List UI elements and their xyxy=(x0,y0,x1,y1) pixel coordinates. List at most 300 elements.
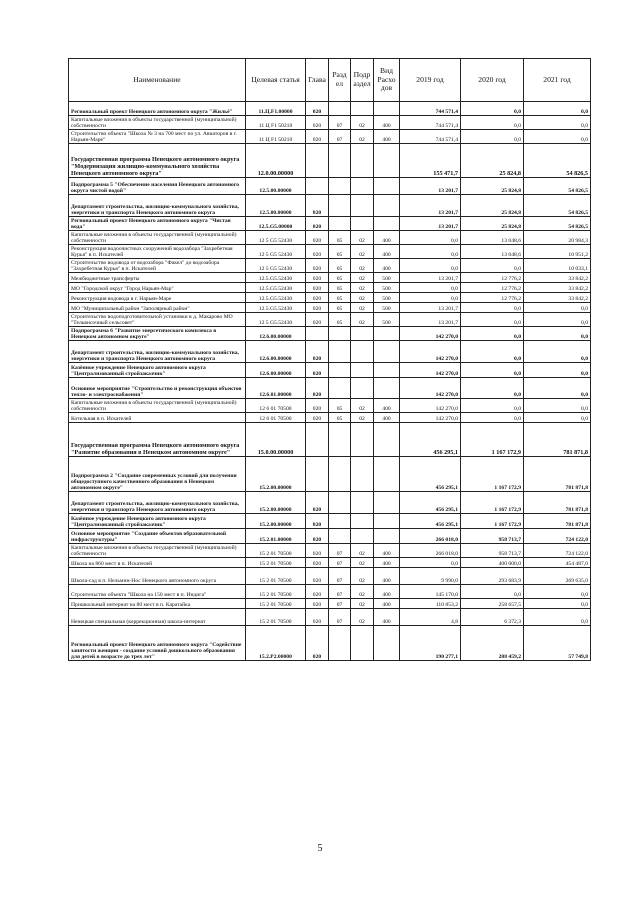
row-target-article: 15 2 01 70500 xyxy=(246,558,306,568)
row-value-2021: 33 842,2 xyxy=(524,293,591,303)
row-target-article: 15 2 01 70500 xyxy=(246,599,306,609)
row-section: 05 xyxy=(329,399,351,413)
row-subsection: 02 xyxy=(351,231,374,245)
row-value-2020: 0,0 xyxy=(461,116,524,130)
row-target-article: 15.2.00.00000 xyxy=(246,514,306,529)
row-section: 07 xyxy=(329,609,351,626)
row-target-article: 12.6.01.00000 xyxy=(246,378,306,399)
table-row xyxy=(69,283,591,293)
table-row xyxy=(69,217,591,231)
row-subsection xyxy=(351,626,374,661)
header-chapter: Глава xyxy=(306,59,329,102)
row-value-2021: 0,0 xyxy=(524,313,591,327)
row-section: 05 xyxy=(329,313,351,327)
row-chapter: 020 xyxy=(306,558,329,568)
row-target-article: 15.2.00.00000 xyxy=(246,457,306,492)
row-subsection xyxy=(351,492,374,514)
row-expense-type: 400 xyxy=(374,245,400,259)
row-value-2019: 142 270,0 xyxy=(400,399,461,413)
row-subsection: 02 xyxy=(351,283,374,293)
row-value-2019: 110 853,2 xyxy=(400,599,461,609)
row-value-2020: 0,0 xyxy=(461,130,524,144)
row-value-2020: 0,0 xyxy=(461,585,524,599)
row-expense-type xyxy=(374,423,400,457)
row-chapter: 020 xyxy=(306,514,329,529)
row-value-2021: 33 842,2 xyxy=(524,273,591,283)
table-row xyxy=(69,544,591,558)
row-name: Региональный проект Ненецкого автономного округа "Чистая вода" xyxy=(69,217,246,231)
row-value-2021: 0,0 xyxy=(524,327,591,341)
row-value-2021: 0,0 xyxy=(524,585,591,599)
row-subsection xyxy=(351,423,374,457)
row-chapter: 020 xyxy=(306,492,329,514)
table-row xyxy=(69,178,591,195)
row-chapter: 020 xyxy=(306,283,329,293)
row-chapter xyxy=(306,144,329,178)
row-expense-type xyxy=(374,327,400,341)
header-section: Разд ел xyxy=(329,59,351,102)
row-section xyxy=(329,363,351,378)
row-expense-type xyxy=(374,144,400,178)
row-value-2021: 269 635,0 xyxy=(524,568,591,585)
row-name: Капитальные вложения в объекты государственной (муниципальной) собственности xyxy=(69,231,246,245)
row-chapter: 020 xyxy=(306,259,329,273)
row-value-2021: 10 033,1 xyxy=(524,259,591,273)
row-value-2019: 0,0 xyxy=(400,283,461,293)
row-section: 07 xyxy=(329,116,351,130)
row-value-2019: 142 270,0 xyxy=(400,327,461,341)
row-value-2019: 266 018,0 xyxy=(400,544,461,558)
row-value-2020: 0,0 xyxy=(461,327,524,341)
table-row xyxy=(69,363,591,378)
row-name: МО "Городской округ "Город Нарьян-Мар" xyxy=(69,283,246,293)
row-section: 05 xyxy=(329,245,351,259)
row-name: Департамент строительства, жилищно-коммунального хозяйства, энергетики и транспорта Ненецкого автономного округа xyxy=(69,195,246,217)
row-name: Департамент строительства, жилищно-коммунального хозяйства, энергетики и транспорта Ненецкого автономного округа xyxy=(69,492,246,514)
row-value-2019: 142 270,0 xyxy=(400,341,461,363)
table-row xyxy=(69,558,591,568)
row-subsection xyxy=(351,144,374,178)
row-name: Региональный проект Ненецкого автономного округа "Жильё" xyxy=(69,102,246,116)
header-year-2019: 2019 год xyxy=(400,59,461,102)
row-name: Строительство объекта "Школа на 150 мест в п. Индига" xyxy=(69,585,246,599)
row-value-2021: 0,0 xyxy=(524,413,591,423)
row-value-2021: 0,0 xyxy=(524,599,591,609)
row-target-article: 12 5 G5 52430 xyxy=(246,231,306,245)
row-value-2019: 0,0 xyxy=(400,259,461,273)
row-section xyxy=(329,178,351,195)
row-name: Школа на 860 мест в п. Искателей xyxy=(69,558,246,568)
table-row xyxy=(69,116,591,130)
row-chapter: 020 xyxy=(306,413,329,423)
row-chapter: 020 xyxy=(306,609,329,626)
row-target-article: 12.6.00.00000 xyxy=(246,341,306,363)
row-section: 05 xyxy=(329,259,351,273)
row-chapter: 020 xyxy=(306,585,329,599)
row-value-2021: 781 871,8 xyxy=(524,457,591,492)
row-chapter: 020 xyxy=(306,303,329,313)
row-target-article: 15.2.01.00000 xyxy=(246,529,306,544)
budget-sheet xyxy=(68,58,590,661)
row-name: Подпрограмма 5 "Обеспечение населения Ненецкого автономного округа чистой водой" xyxy=(69,178,246,195)
row-value-2019: 456 295,1 xyxy=(400,457,461,492)
table-row xyxy=(69,609,591,626)
row-value-2020: 0,0 xyxy=(461,341,524,363)
row-expense-type xyxy=(374,514,400,529)
row-target-article: 15.2.00.00000 xyxy=(246,492,306,514)
row-target-article: 12.5.G5.52430 xyxy=(246,293,306,303)
row-target-article: 12.0.00.00000 xyxy=(246,144,306,178)
row-section: 05 xyxy=(329,303,351,313)
row-value-2021: 781 871,8 xyxy=(524,492,591,514)
row-expense-type xyxy=(374,626,400,661)
row-value-2020: 958 713,7 xyxy=(461,544,524,558)
row-expense-type: 400 xyxy=(374,259,400,273)
table-row xyxy=(69,413,591,423)
row-target-article: 12 6 01 70500 xyxy=(246,399,306,413)
row-value-2021: 10 951,2 xyxy=(524,245,591,259)
row-value-2020: 0,0 xyxy=(461,303,524,313)
row-section: 05 xyxy=(329,231,351,245)
row-expense-type: 400 xyxy=(374,544,400,558)
row-expense-type: 400 xyxy=(374,231,400,245)
row-value-2020: 12 776,2 xyxy=(461,283,524,293)
row-value-2021: 781 871,8 xyxy=(524,423,591,457)
row-value-2021: 54 826,5 xyxy=(524,178,591,195)
row-section: 05 xyxy=(329,413,351,423)
row-name: Капитальные вложения в объекты государственной (муниципальной) собственности xyxy=(69,399,246,413)
table-row xyxy=(69,195,591,217)
row-section xyxy=(329,327,351,341)
header-year-2020: 2020 год xyxy=(461,59,524,102)
row-expense-type: 400 xyxy=(374,599,400,609)
row-value-2021: 724 122,0 xyxy=(524,544,591,558)
row-value-2021: 0,0 xyxy=(524,609,591,626)
row-expense-type: 400 xyxy=(374,116,400,130)
row-target-article: 15 2 01 70500 xyxy=(246,609,306,626)
row-name: Межбюджетные трансферты xyxy=(69,273,246,283)
row-chapter: 020 xyxy=(306,399,329,413)
row-chapter: 020 xyxy=(306,231,329,245)
row-expense-type: 500 xyxy=(374,293,400,303)
row-name: Государственная программа Ненецкого автономного округа "Модернизация жилищно-коммунального хозяйства Ненецкого автономного округа" xyxy=(69,144,246,178)
row-subsection: 02 xyxy=(351,413,374,423)
row-chapter: 020 xyxy=(306,195,329,217)
row-chapter: 020 xyxy=(306,568,329,585)
row-section xyxy=(329,492,351,514)
row-target-article: 12 5 G5.52430 xyxy=(246,313,306,327)
table-row xyxy=(69,293,591,303)
row-name: Капитальные вложения в объекты государственной (муниципальной) собственности xyxy=(69,116,246,130)
row-name: МО "Муниципальный район "Заполярный район" xyxy=(69,303,246,313)
row-target-article: 12.6.00.00000 xyxy=(246,363,306,378)
row-subsection: 02 xyxy=(351,609,374,626)
row-section xyxy=(329,102,351,116)
row-section: 05 xyxy=(329,273,351,283)
table-row xyxy=(69,341,591,363)
table-header-row xyxy=(69,59,591,102)
row-value-2019: 0,0 xyxy=(400,231,461,245)
row-subsection xyxy=(351,514,374,529)
row-name: Подпрограмма 6 "Развитие энергетического комплекса в Ненецком автономном округе" xyxy=(69,327,246,341)
row-section xyxy=(329,144,351,178)
row-expense-type xyxy=(374,529,400,544)
row-target-article: 12 5 G5 52430 xyxy=(246,259,306,273)
row-chapter xyxy=(306,327,329,341)
row-value-2021: 57 749,8 xyxy=(524,626,591,661)
row-value-2021: 724 122,0 xyxy=(524,529,591,544)
row-value-2019: 155 471,7 xyxy=(400,144,461,178)
row-chapter: 020 xyxy=(306,378,329,399)
row-section xyxy=(329,341,351,363)
row-chapter: 020 xyxy=(306,626,329,661)
row-section xyxy=(329,423,351,457)
row-target-article: 12.5.G5.00000 xyxy=(246,217,306,231)
row-target-article: 12.5.00.00000 xyxy=(246,178,306,195)
row-name: Основное мероприятие "Строительство и реконструкция объектов тепло- и электроснабжения" xyxy=(69,378,246,399)
row-subsection: 02 xyxy=(351,558,374,568)
row-section xyxy=(329,457,351,492)
row-value-2021: 0,0 xyxy=(524,363,591,378)
row-value-2021: 0,0 xyxy=(524,116,591,130)
row-expense-type: 500 xyxy=(374,303,400,313)
row-value-2021: 781 871,8 xyxy=(524,514,591,529)
row-value-2020: 0,0 xyxy=(461,313,524,327)
row-name: Региональный проект Ненецкого автономного округа "Содействие занятости женщин - создание условий дошкольного образования для детей в возрасте до трех лет" xyxy=(69,626,246,661)
row-subsection: 02 xyxy=(351,303,374,313)
row-subsection xyxy=(351,363,374,378)
table-row xyxy=(69,245,591,259)
row-name: Казённое учреждение Ненецкого автономного округа "Централизованный стройзаказчик" xyxy=(69,363,246,378)
row-value-2019: 190 277,1 xyxy=(400,626,461,661)
row-subsection: 02 xyxy=(351,313,374,327)
header-name: Наименование xyxy=(69,59,246,102)
row-name: Котельная в п. Искателей xyxy=(69,413,246,423)
row-subsection: 02 xyxy=(351,568,374,585)
row-value-2021: 54 826,5 xyxy=(524,195,591,217)
row-subsection xyxy=(351,378,374,399)
row-value-2020: 1 167 172,9 xyxy=(461,457,524,492)
row-value-2020: 0,0 xyxy=(461,413,524,423)
row-value-2019: 142 270,0 xyxy=(400,378,461,399)
table-row xyxy=(69,599,591,609)
row-target-article: 11 Ц F1 50210 xyxy=(246,116,306,130)
row-value-2020: 0,0 xyxy=(461,399,524,413)
row-subsection xyxy=(351,102,374,116)
row-chapter: 020 xyxy=(306,293,329,303)
row-target-article: 12.5.00.00000 xyxy=(246,195,306,217)
row-value-2021: 33 842,2 xyxy=(524,283,591,293)
row-expense-type: 500 xyxy=(374,283,400,293)
row-section: 07 xyxy=(329,558,351,568)
row-expense-type xyxy=(374,341,400,363)
row-expense-type: 400 xyxy=(374,130,400,144)
row-chapter: 020 xyxy=(306,529,329,544)
table-row xyxy=(69,529,591,544)
row-target-article: 15 2 01 70500 xyxy=(246,585,306,599)
row-value-2020: 0,0 xyxy=(461,378,524,399)
row-value-2019: 13 201,7 xyxy=(400,313,461,327)
row-chapter: 020 xyxy=(306,313,329,327)
row-value-2020: 0,0 xyxy=(461,259,524,273)
row-chapter: 020 xyxy=(306,217,329,231)
row-expense-type xyxy=(374,457,400,492)
row-value-2021: 20 984,3 xyxy=(524,231,591,245)
row-expense-type: 500 xyxy=(374,313,400,327)
row-value-2020: 13 048,6 xyxy=(461,245,524,259)
table-row xyxy=(69,626,591,661)
row-name: Казённое учреждение Ненецкого автономного округа "Централизованный стройзаказчик" xyxy=(69,514,246,529)
row-chapter xyxy=(306,423,329,457)
row-value-2020: 1 167 172,9 xyxy=(461,492,524,514)
table-row xyxy=(69,568,591,585)
row-subsection: 02 xyxy=(351,259,374,273)
row-target-article: 12.6.00.00000 xyxy=(246,327,306,341)
row-value-2019: 145 170,0 xyxy=(400,585,461,599)
row-section: 05 xyxy=(329,293,351,303)
row-expense-type: 400 xyxy=(374,399,400,413)
row-expense-type xyxy=(374,195,400,217)
table-row xyxy=(69,130,591,144)
row-section xyxy=(329,514,351,529)
table-row xyxy=(69,259,591,273)
row-section: 07 xyxy=(329,130,351,144)
row-value-2019: 142 270,0 xyxy=(400,363,461,378)
table-row xyxy=(69,457,591,492)
row-chapter: 020 xyxy=(306,363,329,378)
row-value-2019: 142 270,0 xyxy=(400,413,461,423)
row-subsection xyxy=(351,457,374,492)
row-chapter: 020 xyxy=(306,273,329,283)
table-row xyxy=(69,492,591,514)
row-name: Ненецкая специальная (коррекционная) школа-интернат xyxy=(69,609,246,626)
row-subsection xyxy=(351,195,374,217)
row-subsection xyxy=(351,327,374,341)
row-value-2020: 25 824,8 xyxy=(461,178,524,195)
row-value-2021: 0,0 xyxy=(524,303,591,313)
row-section: 05 xyxy=(329,283,351,293)
row-subsection: 02 xyxy=(351,273,374,283)
row-value-2019: 266 018,0 xyxy=(400,529,461,544)
row-value-2020: 13 048,6 xyxy=(461,231,524,245)
row-section xyxy=(329,529,351,544)
table-row xyxy=(69,514,591,529)
row-name: Школа-сад в п. Нельмин-Нос Ненецкого автономного округа xyxy=(69,568,246,585)
row-target-article: 12 6 01 70500 xyxy=(246,413,306,423)
budget-table xyxy=(68,58,591,661)
row-value-2021: 54 826,5 xyxy=(524,217,591,231)
row-subsection xyxy=(351,178,374,195)
row-expense-type: 400 xyxy=(374,609,400,626)
row-value-2019: 13 201,7 xyxy=(400,217,461,231)
row-value-2020: 25 824,8 xyxy=(461,217,524,231)
header-year-2021: 2021 год xyxy=(524,59,591,102)
row-value-2020: 1 167 172,9 xyxy=(461,514,524,529)
row-subsection: 02 xyxy=(351,399,374,413)
row-expense-type: 400 xyxy=(374,413,400,423)
row-value-2019: 13 201,7 xyxy=(400,195,461,217)
header-target-article: Целевая статья xyxy=(246,59,306,102)
row-subsection xyxy=(351,341,374,363)
row-value-2019: 744 571,4 xyxy=(400,102,461,116)
row-value-2019: 9 990,0 xyxy=(400,568,461,585)
row-value-2019: 456 295,1 xyxy=(400,423,461,457)
row-expense-type: 400 xyxy=(374,568,400,585)
row-section: 07 xyxy=(329,568,351,585)
row-name: Строительство водоподготовительной установки в д. Макарово МО "Тельвисочный сельсовет" xyxy=(69,313,246,327)
row-target-article: 15 2 01 70500 xyxy=(246,544,306,558)
row-value-2020: 6 372,3 xyxy=(461,609,524,626)
row-section: 07 xyxy=(329,544,351,558)
row-value-2020: 293 683,9 xyxy=(461,568,524,585)
row-chapter: 020 xyxy=(306,130,329,144)
row-value-2020: 25 824,8 xyxy=(461,195,524,217)
row-subsection: 02 xyxy=(351,245,374,259)
row-name: Строительство объекта "Школа № 3 на 700 мест по ул. Авиаторов в г. Нарьян-Маре" xyxy=(69,130,246,144)
row-expense-type xyxy=(374,178,400,195)
row-subsection xyxy=(351,217,374,231)
row-target-article: 12 5 G5 52430 xyxy=(246,245,306,259)
row-subsection: 02 xyxy=(351,293,374,303)
row-expense-type: 400 xyxy=(374,585,400,599)
row-name: Подпрограмма 2 "Создание современных условий для получения общедоступного качественного образования в Ненецком автономном округе" xyxy=(69,457,246,492)
row-section xyxy=(329,195,351,217)
row-chapter xyxy=(306,178,329,195)
table-row xyxy=(69,231,591,245)
row-subsection: 02 xyxy=(351,544,374,558)
row-chapter xyxy=(306,457,329,492)
row-name: Строительство водовода от водозабора "Факел" до водозабора "Захребетная Курья" в п. Искателей xyxy=(69,259,246,273)
row-target-article: 12.5.G5.52430 xyxy=(246,273,306,283)
row-subsection: 02 xyxy=(351,599,374,609)
table-row xyxy=(69,303,591,313)
row-target-article: 11.Ц.F1.00000 xyxy=(246,102,306,116)
row-section: 07 xyxy=(329,585,351,599)
row-subsection xyxy=(351,529,374,544)
row-name: Департамент строительства, жилищно-коммунального хозяйства, энергетики и транспорта Ненецкого автономного округа xyxy=(69,341,246,363)
table-row xyxy=(69,399,591,413)
row-subsection: 02 xyxy=(351,116,374,130)
row-name: Реконструкция водовода в г. Нарьян-Маре xyxy=(69,293,246,303)
row-value-2021: 0,0 xyxy=(524,399,591,413)
table-row xyxy=(69,313,591,327)
row-value-2019: 13 201,7 xyxy=(400,178,461,195)
table-row xyxy=(69,585,591,599)
row-value-2021: 454 487,0 xyxy=(524,558,591,568)
row-section xyxy=(329,217,351,231)
row-value-2019: 0,0 xyxy=(400,293,461,303)
row-value-2020: 1 167 172,9 xyxy=(461,423,524,457)
row-value-2019: 744 571,4 xyxy=(400,130,461,144)
row-subsection: 02 xyxy=(351,130,374,144)
table-row xyxy=(69,144,591,178)
row-value-2021: 0,0 xyxy=(524,102,591,116)
row-target-article: 15.0.00.00000 xyxy=(246,423,306,457)
row-name: Пришкольный интернат на 80 мест в п. Каратайка xyxy=(69,599,246,609)
table-row xyxy=(69,327,591,341)
row-section xyxy=(329,626,351,661)
row-value-2019: 13 201,7 xyxy=(400,303,461,313)
row-value-2021: 0,0 xyxy=(524,378,591,399)
table-row xyxy=(69,102,591,116)
row-value-2020: 958 713,7 xyxy=(461,529,524,544)
row-chapter: 020 xyxy=(306,599,329,609)
row-value-2021: 54 826,5 xyxy=(524,144,591,178)
table-row xyxy=(69,378,591,399)
row-name: Государственная программа Ненецкого автономного округа "Развитие образования в Ненецком автономном округе" xyxy=(69,423,246,457)
row-value-2019: 4,8 xyxy=(400,609,461,626)
row-value-2019: 0,0 xyxy=(400,245,461,259)
